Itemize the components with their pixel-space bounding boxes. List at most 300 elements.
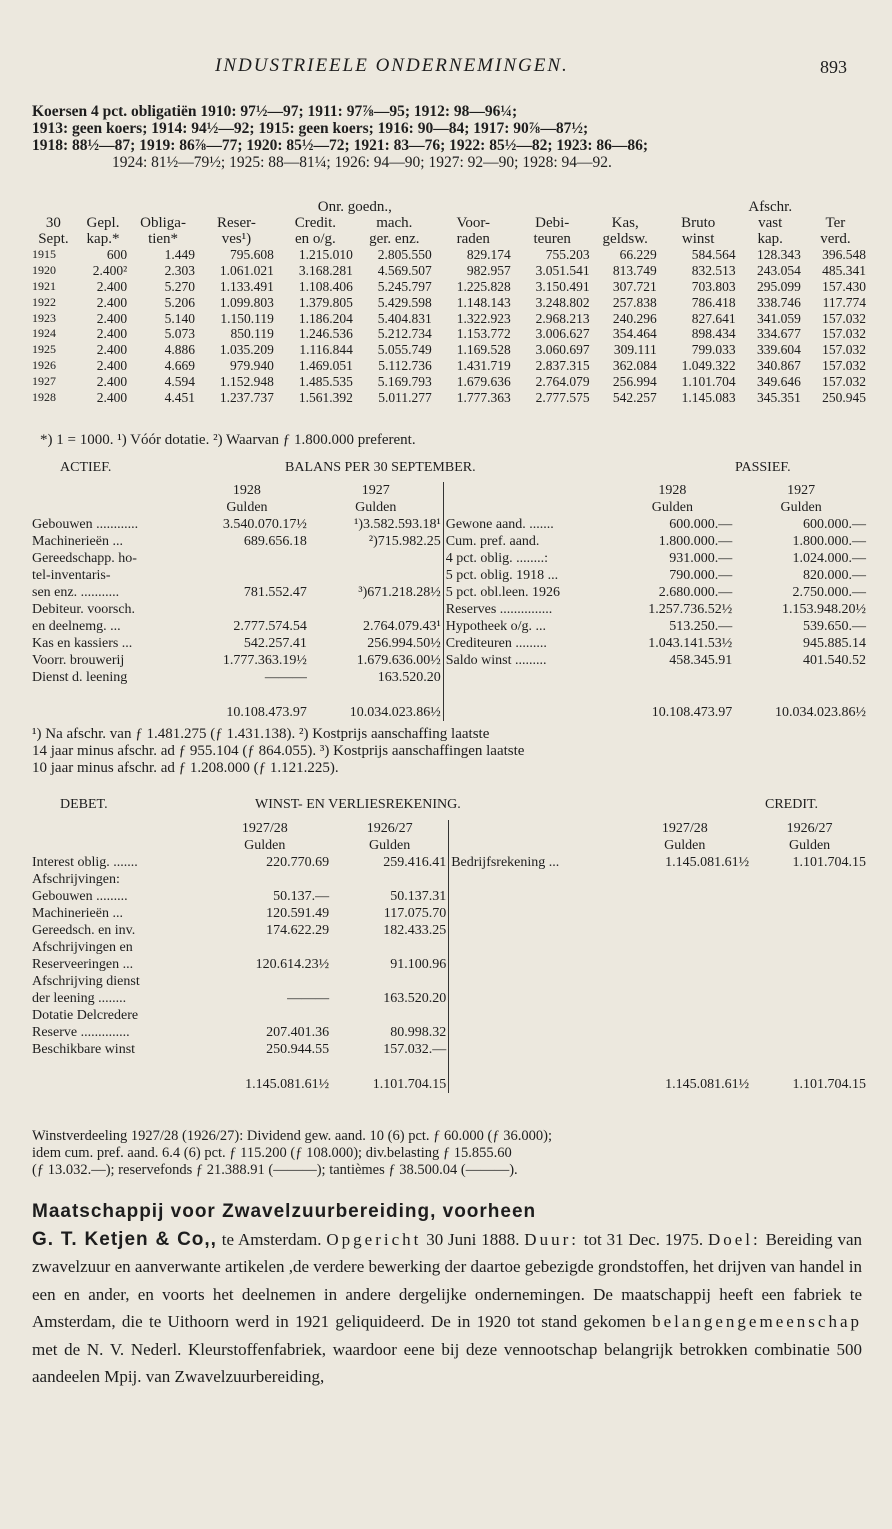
stats-row [30, 279, 868, 295]
balance-row [30, 669, 868, 686]
pl-value [618, 871, 751, 888]
balance-notes [32, 726, 862, 777]
balance-item: Gewone aand. ....... [443, 516, 610, 533]
stats-cell: 1.561.392 [298, 389, 353, 405]
balance-value: 2.764.079.43¹ [363, 619, 441, 634]
stats-header-cell [513, 200, 592, 216]
stats-header-cell: en o/g. [294, 230, 336, 247]
pl-unit: Gulden [664, 838, 706, 853]
bond-line: 1918: 88½—87; 1919: 86⅞—77; 1920: 85½—72; 1921: 83—76; 1922: 85½—82; 1923: 86—86; [32, 137, 649, 154]
stats-cell: 340.867 [756, 357, 801, 373]
spacer [443, 499, 610, 516]
pl-value: 50.137.— [273, 889, 330, 904]
pl-value: 120.614.23½ [255, 957, 330, 972]
balance-row [30, 652, 868, 669]
bond-line: 1913: geen koers; 1914: 94½—92; 1915: geen koers; 1916: 90—84; 1917: 90⅞—87½; [32, 120, 589, 137]
stats-cell: 979.940 [230, 357, 274, 373]
balance-item: 5 pct. oblig. 1918 ... [443, 567, 610, 584]
pl-value: 117.075.70 [383, 906, 447, 921]
stats-cell: 703.803 [691, 278, 736, 294]
balance-item: Machinerieën ... [32, 534, 123, 549]
stats-cell: 250.945 [822, 389, 866, 405]
stats-cell: 243.054 [756, 263, 801, 279]
stats-header-row [30, 216, 868, 232]
pl-row [30, 1007, 868, 1024]
stats-cell: 1.061.021 [219, 263, 274, 279]
stats-row [30, 326, 868, 342]
stats-cell: 542.257 [612, 389, 657, 405]
balance-row [30, 584, 868, 601]
balance-value: ²)715.982.25 [368, 534, 441, 549]
stats-header-cell: 30 [45, 214, 61, 231]
stats-header-cell: verd. [820, 230, 851, 247]
balance-total: 10.108.473.97 [651, 705, 733, 720]
pl-item: Machinerieën ... [32, 906, 123, 921]
pl-value [618, 922, 751, 939]
pl-value: ——— [287, 991, 330, 1006]
balance-row [30, 567, 868, 584]
spacer [443, 482, 610, 499]
stats-cell: 362.084 [612, 357, 657, 373]
pl-row [30, 1024, 868, 1041]
pl-row [30, 956, 868, 973]
stats-cell: 5.404.831 [377, 310, 432, 326]
pl-row [30, 990, 868, 1007]
stats-cell: 5.073 [164, 326, 195, 342]
balance-value: ——— [264, 670, 307, 685]
stats-cell: 5.112.736 [378, 357, 432, 373]
balance-value [185, 550, 309, 567]
pl-item: Interest oblig. ....... [32, 855, 138, 870]
note-line: ¹) Na afschr. van ƒ 1.481.275 (ƒ 1.431.138). ²) Kostprijs aanschaffing laatste [32, 726, 490, 742]
balance-item: 4 pct. oblig. ........: [443, 550, 610, 567]
stats-cell: 1.237.737 [219, 389, 274, 405]
pl-value: 259.416.41 [383, 855, 447, 870]
pl-notes [32, 1128, 862, 1179]
stats-cell: 339.604 [756, 342, 801, 358]
stats-cell: 600 [106, 247, 128, 263]
pl-value [331, 939, 449, 956]
balance-item: Gereedschapp. ho- [32, 551, 137, 566]
pl-row [30, 905, 868, 922]
pl-value [618, 1007, 751, 1024]
spacer [449, 1058, 619, 1093]
stats-cell: 2.837.315 [535, 357, 590, 373]
stats-cell: 2.400 [96, 326, 128, 342]
balance-total: 10.108.473.97 [226, 705, 307, 720]
balance-item: Saldo winst ......... [443, 652, 610, 669]
balance-value: 539.650.— [803, 619, 866, 634]
stats-footnote: *) 1 = 1000. ¹) Vóór dotatie. ²) Waarvan ƒ 1.800.000 preferent. [40, 432, 416, 448]
pl-total: 1.101.704.15 [372, 1077, 447, 1092]
balance-value: ³)671.218.28½ [358, 585, 441, 600]
balance-item: Dienst d. leening [32, 670, 128, 685]
balance-value: 3.540.070.17½ [222, 517, 307, 532]
balance-item: Gebouwen ............ [32, 517, 139, 532]
stats-cell: 2.400 [96, 342, 128, 358]
stats-cell: 1.679.636 [456, 373, 511, 389]
balance-value: 1.679.636.00½ [356, 653, 441, 668]
stats-cell: 3.060.697 [535, 342, 590, 358]
stats-year: 1924 [32, 326, 56, 341]
pl-value [618, 888, 751, 905]
balance-value: 1.800.000.— [792, 534, 866, 549]
pl-row [30, 939, 868, 956]
balance-years-row [30, 482, 868, 499]
stats-cell: 349.646 [756, 373, 801, 389]
balance-row [30, 550, 868, 567]
pl-value [198, 973, 331, 990]
stats-cell: 1.246.536 [298, 326, 353, 342]
stats-cell: 157.032 [822, 326, 866, 342]
stats-cell: 5.140 [164, 310, 195, 326]
spacer [30, 1058, 198, 1093]
stats-header-cell [434, 200, 513, 216]
pl-value [618, 973, 751, 990]
stats-cell: 117.774 [822, 294, 866, 310]
pl-total: 1.145.081.61½ [245, 1077, 330, 1092]
balance-unit: Gulden [780, 500, 822, 515]
stats-year: 1920 [32, 263, 56, 278]
pl-item: der leening ........ [32, 991, 127, 1006]
balance-item: Kas en kassiers ... [32, 636, 133, 651]
pl-value [331, 973, 449, 990]
stats-header-cell: winst [681, 230, 715, 247]
spacer [30, 686, 185, 721]
pl-item [449, 888, 619, 905]
pl-item: Dotatie Delcredere [32, 1008, 139, 1023]
stats-cell: 341.059 [756, 310, 801, 326]
pl-year: 1927/28 [661, 821, 708, 836]
balance-row [30, 533, 868, 550]
pl-item [449, 1041, 619, 1058]
stats-cell: 1.152.948 [219, 373, 274, 389]
stats-cell: 3.150.491 [535, 278, 590, 294]
stats-cell: 2.400 [96, 278, 128, 294]
stats-row [30, 295, 868, 311]
balance-left-label: ACTIEF. [60, 460, 112, 475]
balance-item: en deelnemg. ... [32, 619, 121, 634]
stats-cell: 4.451 [164, 389, 195, 405]
stats-row [30, 311, 868, 327]
pl-value [751, 922, 868, 939]
balance-unit-row [30, 499, 868, 516]
stats-cell: 1.133.491 [219, 278, 274, 294]
balance-item: 5 pct. obl.leen. 1926 [443, 584, 610, 601]
stats-cell: 1.449 [164, 247, 195, 263]
stats-cell: 1.431.719 [456, 357, 511, 373]
pl-value [751, 1007, 868, 1024]
spacer [30, 820, 198, 837]
pl-row [30, 854, 868, 871]
stats-cell: 2.805.550 [377, 247, 432, 263]
stats-cell: 256.994 [612, 373, 657, 389]
stats-cell: 5.011.277 [378, 389, 432, 405]
balance-item: tel-inventaris- [32, 568, 111, 583]
stats-cell: 240.296 [612, 310, 657, 326]
stats-cell: 829.174 [466, 247, 511, 263]
stats-cell: 1.150.119 [220, 310, 274, 326]
pl-value [198, 871, 331, 888]
stats-cell: 3.006.627 [535, 326, 590, 342]
stats-cell: 1.153.772 [456, 326, 511, 342]
balance-value: 1.777.363.19½ [222, 653, 307, 668]
note-line: idem cum. pref. aand. 6.4 (6) pct. ƒ 115.200 (ƒ 108.000); div.belasting ƒ 15.855.60 [32, 1145, 512, 1161]
balance-value: 689.656.18 [243, 534, 307, 549]
pl-value [751, 1041, 868, 1058]
pl-value: 50.137.31 [390, 889, 447, 904]
balance-row [30, 618, 868, 635]
pl-item [449, 956, 619, 973]
pl-item: Bedrijfsrekening ... [449, 854, 619, 871]
balance-value: 1.043.141.53½ [648, 636, 733, 651]
stats-cell: 1.215.010 [298, 247, 353, 263]
stats-cell: 584.564 [691, 247, 736, 263]
stats-cell: 982.957 [466, 263, 511, 279]
company-name-cont: G. T. Ketjen & Co,, [32, 1228, 217, 1250]
note-line: (ƒ 13.032.—); reservefonds ƒ 21.388.91 (———); tantièmes ƒ 38.500.04 (———). [32, 1162, 518, 1178]
stats-year: 1923 [32, 310, 56, 325]
balance-unit: Gulden [651, 500, 693, 515]
balance-value: 542.257.41 [243, 636, 307, 651]
stats-cell: 5.055.749 [377, 342, 432, 358]
stats-header-cell: Gepl. [86, 214, 120, 231]
pl-value [331, 871, 449, 888]
stats-row [30, 342, 868, 358]
founded-date: 30 Juni 1888. [421, 1229, 520, 1249]
stats-cell: 307.721 [612, 278, 657, 294]
balance-year: 1928 [232, 483, 261, 498]
stats-year: 1915 [32, 247, 56, 262]
balance-item: Hypotheek o/g. ... [443, 618, 610, 635]
stats-year: 1926 [32, 357, 56, 372]
stats-cell: 2.400 [96, 294, 128, 310]
note-line: Winstverdeeling 1927/28 (1926/27): Dividend gew. aand. 10 (6) pct. ƒ 60.000 (ƒ 36.000); [32, 1128, 552, 1144]
pl-year: 1926/27 [366, 821, 413, 836]
balance-value: 256.994.50½ [367, 636, 441, 651]
balance-title: BALANS PER 30 SEPTEMBER. [285, 460, 476, 475]
balance-value [610, 669, 734, 686]
spacer [449, 820, 619, 837]
stats-cell: 338.746 [756, 294, 801, 310]
stats-cell: 485.341 [822, 263, 866, 279]
balance-value: 1.800.000.— [658, 534, 733, 549]
stats-cell: 396.548 [822, 247, 866, 263]
stats-header-cell: kap.* [86, 230, 120, 247]
balance-total: 10.034.023.86½ [349, 705, 441, 720]
pl-value [618, 990, 751, 1007]
pl-item: Gereedsch. en inv. [32, 923, 136, 938]
company-location: te Amsterdam. [216, 1229, 327, 1249]
balance-value: 931.000.— [669, 551, 733, 566]
stats-row [30, 374, 868, 390]
pl-item: Gebouwen ......... [32, 889, 128, 904]
balance-year: 1927 [361, 483, 390, 498]
stats-cell: 157.032 [822, 357, 866, 373]
pl-year: 1926/27 [786, 821, 833, 836]
stats-header-cell: vast [758, 214, 783, 231]
pl-year: 1927/28 [241, 821, 288, 836]
stats-cell: 157.430 [822, 278, 866, 294]
balance-value [734, 669, 868, 686]
stats-year: 1921 [32, 278, 56, 293]
stats-cell: 2.400 [96, 310, 128, 326]
stats-cell: 2.764.079 [535, 373, 590, 389]
balance-table [30, 482, 868, 721]
pl-item [449, 1024, 619, 1041]
pl-value: 157.032.— [383, 1042, 447, 1057]
balance-row [30, 601, 868, 618]
stats-cell: 157.032 [822, 373, 866, 389]
stats-cell: 1.099.803 [219, 294, 274, 310]
stats-cell: 354.464 [612, 326, 657, 342]
balance-value: 1.257.736.52½ [648, 602, 733, 617]
stats-cell: 5.245.797 [377, 278, 432, 294]
stats-header-cell: kap. [757, 230, 783, 247]
balance-value: 781.552.47 [243, 585, 307, 600]
balance-value: 513.250.— [669, 619, 733, 634]
stats-row [30, 247, 868, 263]
belangengemeenschap-label: belangengemeenschap [652, 1312, 862, 1331]
balance-value: 600.000.— [803, 517, 866, 532]
stats-year: 1925 [32, 342, 56, 357]
stats-cell: 1.148.143 [456, 294, 511, 310]
stats-header-cell [659, 200, 738, 216]
stats-cell: 813.749 [612, 263, 657, 279]
note-line: 10 jaar minus afschr. ad ƒ 1.208.000 (ƒ 1.121.225). [32, 760, 339, 776]
balance-value: 163.520.20 [377, 670, 441, 685]
balance-value: 458.345.91 [669, 653, 733, 668]
balance-value: 2.777.574.54 [233, 619, 307, 634]
pl-value: 1.101.704.15 [792, 855, 866, 870]
stats-row [30, 358, 868, 374]
stats-cell: 795.608 [230, 247, 274, 263]
pl-value [751, 905, 868, 922]
stats-header-cell: teuren [533, 230, 571, 247]
balance-value: 1.153.948.20½ [782, 602, 866, 617]
pl-row [30, 888, 868, 905]
pl-item: Reserveeringen ... [32, 957, 134, 972]
pl-value: 163.520.20 [383, 991, 447, 1006]
stats-cell: 1.169.528 [456, 342, 511, 358]
stats-cell: 3.051.541 [535, 263, 590, 279]
pl-value [751, 956, 868, 973]
stats-cell: 309.111 [613, 342, 657, 358]
stats-header-cell: Reser- [217, 214, 256, 231]
pl-value [618, 956, 751, 973]
pl-value [751, 888, 868, 905]
balance-value [185, 601, 309, 618]
stats-cell: 5.212.734 [377, 326, 432, 342]
balance-value: 401.540.52 [803, 653, 866, 668]
stats-header-cell: Voor- [456, 214, 491, 231]
balance-item: Debiteur. voorsch. [32, 602, 136, 617]
stats-header-cell: mach. [376, 214, 413, 231]
pl-item [449, 905, 619, 922]
pl-value [751, 939, 868, 956]
stats-cell: 5.429.598 [377, 294, 432, 310]
pl-item [449, 939, 619, 956]
stats-cell: 1.469.051 [298, 357, 353, 373]
stats-cell: 157.032 [822, 310, 866, 326]
company-text-end: met de N. V. Nederl. Kleurstoffenfabriek, waardoor eene bij deze vennootschap belangrijk betrokken combinatie 500 aandeelen Mpij. van Zwavelzuurbereiding, [32, 1339, 862, 1386]
pl-row [30, 871, 868, 888]
pl-item: Afschrijving dienst [32, 974, 140, 989]
duur-text: tot 31 Dec. 1975. [578, 1229, 708, 1249]
balance-value: 945.885.14 [803, 636, 866, 651]
pl-value [618, 1041, 751, 1058]
stats-cell: 1.186.204 [298, 310, 353, 326]
stats-cell: 1.485.535 [298, 373, 353, 389]
stats-cell: 334.677 [756, 326, 801, 342]
stats-row [30, 263, 868, 279]
pl-item: Beschikbare winst [32, 1042, 136, 1057]
pl-value [198, 939, 331, 956]
pl-value: 91.100.96 [390, 957, 447, 972]
stats-cell: 1.101.704 [681, 373, 736, 389]
balance-value: 2.680.000.— [658, 585, 733, 600]
stats-cell: 1.108.406 [298, 278, 353, 294]
doel-label: Doel: [707, 1229, 761, 1249]
balance-value: 600.000.— [669, 517, 733, 532]
stats-header-cell: tien* [148, 230, 179, 247]
balance-value: 1.024.000.— [792, 551, 866, 566]
stats-header-cell: Bruto [681, 214, 716, 231]
balance-year: 1928 [658, 483, 687, 498]
balance-value: ¹)3.582.593.18¹ [354, 517, 441, 532]
stats-header-cell: raden [456, 230, 490, 247]
company-name: Maatschappij voor Zwavelzuurbereiding, voorheen [32, 1201, 537, 1222]
pl-value: 174.622.29 [266, 923, 330, 938]
pl-years-row [30, 820, 868, 837]
running-header: INDUSTRIEELE ONDERNEMINGEN. [215, 55, 569, 76]
stats-cell: 2.303 [164, 263, 195, 279]
pl-right-label: CREDIT. [765, 797, 819, 812]
stats-cell: 4.886 [164, 342, 195, 358]
stats-header-cell: Ter [825, 214, 846, 231]
stats-cell: 5.206 [164, 294, 195, 310]
spacer [443, 686, 610, 721]
pl-value: 120.591.49 [266, 906, 330, 921]
stats-cell: 3.168.281 [298, 263, 353, 279]
balance-unit: Gulden [226, 500, 268, 515]
balance-value [309, 567, 443, 584]
stats-cell: 1.379.805 [298, 294, 353, 310]
pl-left-label: DEBET. [60, 797, 108, 812]
spacer [30, 837, 198, 854]
bond-line: 1924: 81½—79½; 1925: 88—81¼; 1926: 94—90; 1927: 92—90; 1928: 94—92. [112, 154, 612, 171]
balance-item: sen enz. ........... [32, 585, 120, 600]
stats-cell: 4.669 [164, 357, 195, 373]
stats-cell: 786.418 [691, 294, 736, 310]
pl-item [449, 973, 619, 990]
stats-cell: 5.270 [164, 278, 195, 294]
stats-header-cell [197, 200, 276, 216]
balance-item [443, 669, 610, 686]
pl-total: 1.145.081.61½ [665, 1077, 750, 1092]
pl-value [751, 871, 868, 888]
pl-value: 80.998.32 [390, 1025, 447, 1040]
pl-value [618, 905, 751, 922]
balance-item: Crediteuren ......... [443, 635, 610, 652]
balance-total-row [30, 686, 868, 721]
stats-header-cell: Obliga- [140, 214, 186, 231]
founded-label: Opgericht [326, 1229, 422, 1249]
stats-header-cell: Onr. goedn., [317, 199, 392, 215]
pl-total: 1.101.704.15 [792, 1077, 866, 1092]
stats-cell: 3.248.802 [535, 294, 590, 310]
balance-item: Voorr. brouwerij [32, 653, 125, 668]
